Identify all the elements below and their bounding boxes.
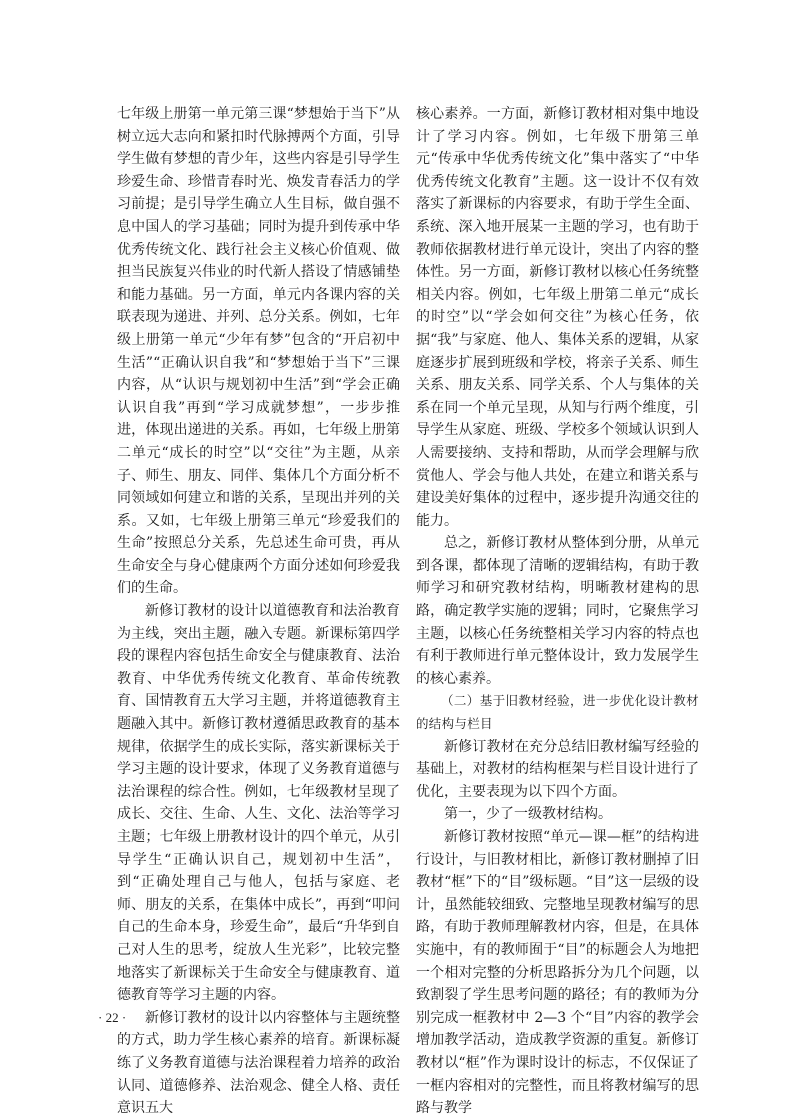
page-number: · 22 · — [98, 1010, 127, 1025]
right-column — [416, 103, 699, 1120]
paragraph: 总之，新修订教材从整体到分册，从单元到各课，都体现了清晰的逻辑结构，有助于教师学习和研究教材结构，明晰教材建构的思路，确定教学实施的逻辑；同时，它聚焦学习主题，以核心任务统整相关学习内容的特点也有利于教师进行单元整体设计，致力发展学生的核心素养。 — [416, 535, 699, 687]
paragraph: 第一，少了一级教材结构。 — [444, 806, 612, 823]
paragraph: 新修订教材的设计以道德教育和法治教育为主线，突出主题，融入专题。新课标第四学段的课程内容包括生命安全与健康教育、法治教育、中华优秀传统文化教育、革命传统教育、国情教育五大学习主题，并将道德教育主题融入其中。新修订教材遵循思政教育的基本规律，依据学生的成长实际，落实新课标关于学习主题的设计要求，体现了义务教育道德与法治课程的综合性。例如，七年级教材呈现了成长、交往、生命、人生、文化、法治等学习主题；七年级上册教材设计的四个单元，从引导学生“正确认识自己，规划初中生活”，到“正确处理自己与他人，包括与家庭、老师、朋友的关系，在集体中成长”，再到“叩问自己的生命本身，珍爱生命”，最后“升华到自己对人生的思考，绽放人生光彩”，比较完整地落实了新课标关于生命安全与健康教育、道德教育等学习主题的内容。 — [117, 603, 400, 1004]
section-heading: （二）基于旧教材经验，进一步优化设计教材的结构与栏目 — [416, 693, 699, 732]
paragraph: 新修订教材的设计以内容整体与主题统整的方式，助力学生核心素养的培育。新课标凝练了义务教育道德与法治课程着力培养的政治认同、道德修养、法治观念、健全人格、责任意识五大 — [117, 1009, 400, 1117]
paragraph: 新修订教材按照“单元—课—框”的结构进行设计，与旧教材相比，新修订教材删掉了旧教材“框”下的“目”级标题。“目”这一层级的设计，虽然能较细致、完整地呈现教材编写的思路，有助于教师理解教材内容，但是，在具体实施中，有的教师囿于“目”的标题会人为地把一个相对完整的分析思路拆分为几个问题，以致割裂了学生思考问题的路径；有的教师为分别完成一框教材中 2—3 个“目”内容的教学会增加教学活动，造成教学资源的重复。新修订教材以“框”作为课时设计的标志，不仅保证了一框内容相对的完整性，而且将教材编写的思路与教学 — [416, 829, 699, 1117]
paragraph: 新修订教材在充分总结旧教材编写经验的基础上，对教材的结构框架与栏目设计进行了优化，主要表现为以下四个方面。 — [416, 738, 699, 800]
left-column — [117, 103, 400, 1120]
paragraph: 七年级上册第一单元第三课“梦想始于当下”从树立远大志向和紧扣时代脉搏两个方面，引导学生做有梦想的青少年，这些内容是引导学生珍爱生命、珍惜青春时光、焕发青春活力的学习前提；是引导学生确立人生目标，做自强不息中国人的学习基础；同时为提升到传承中华优秀传统文化、践行社会主义核心价值观、做担当民族复兴伟业的时代新人搭设了情感铺垫和能力基础。另一方面，单元内各课内容的关联表现为递进、并列、总分关系。例如，七年级上册第一单元“少年有梦”包含的“开启初中生活”“正确认识自我”和“梦想始于当下”三课内容，从“认识与规划初中生活”到“学会正确认识自我”再到“学习成就梦想”，一步步推进，体现出递进的关系。再如，七年级上册第二单元“成长的时空”以“交往”为主题，从亲子、师生、朋友、同伴、集体几个方面分析不同领域如何建立和谐的关系，呈现出并列的关系。又如，七年级上册第三单元“珍爱我们的生命”按照总分关系，先总述生命可贵，再从生命安全与身心健康两个方面分述如何珍爱我们的生命。 — [117, 106, 400, 597]
paragraph: 核心素养。一方面，新修订教材相对集中地设计了学习内容。例如，七年级下册第三单元“传承中华优秀传统文化”集中落实了“中华优秀传统文化教育”主题。这一设计不仅有效落实了新课标的内容要求，有助于学生全面、系统、深入地开展某一主题的学习，也有助于教师依据教材进行单元设计，突出了内容的整体性。另一方面，新修订教材以核心任务统整相关内容。例如，七年级上册第二单元“成长的时空”以“学会如何交往”为核心任务，依据“我”与家庭、他人、集体关系的逻辑，从家庭逐步扩展到班级和学校，将亲子关系、师生关系、朋友关系、同学关系、个人与集体的关系在同一个单元呈现，从知与行两个维度，引导学生从家庭、班级、学校多个领域认识到人人需要接纳、支持和帮助，从而学会理解与欣赏他人、学会与他人共处，在建立和谐关系与建设美好集体的过程中，逐步提升沟通交往的能力。 — [416, 106, 699, 529]
